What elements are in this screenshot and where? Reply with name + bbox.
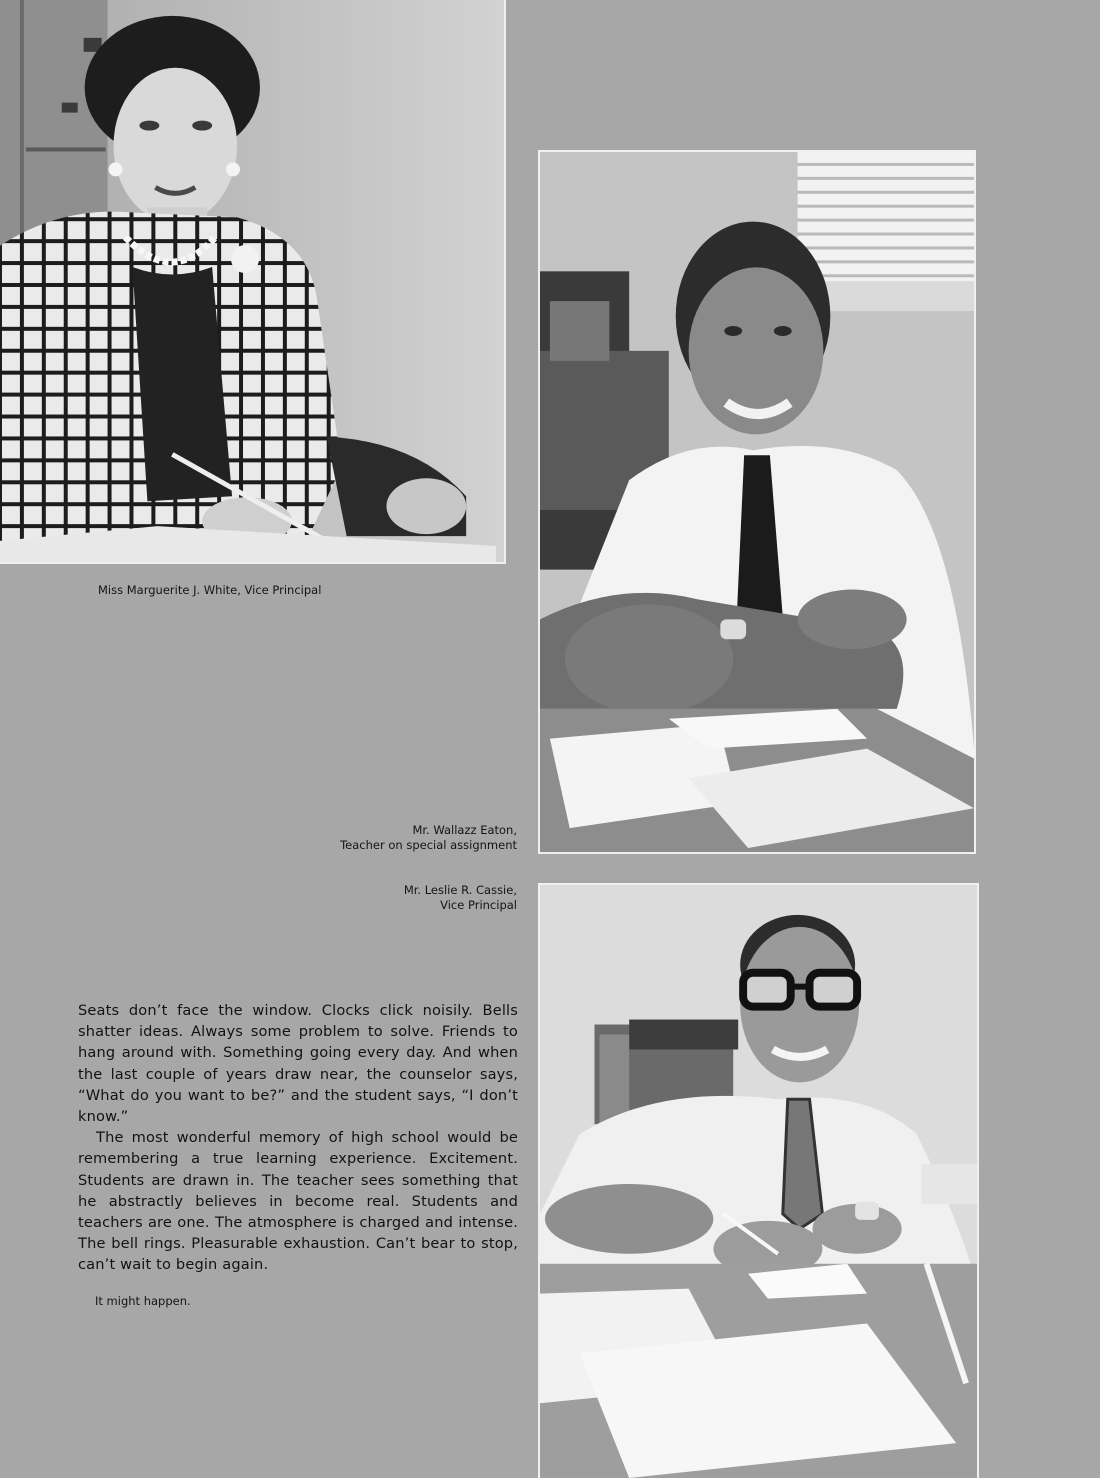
- caption-eaton-name: Mr. Wallazz Eaton,: [412, 823, 517, 837]
- man-glasses-writing-icon: [540, 885, 977, 1478]
- caption-eaton-title: Teacher on special assignment: [340, 838, 517, 852]
- photo-leslie-cassie: [538, 883, 979, 1478]
- caption-cassie-title: Vice Principal: [440, 898, 517, 912]
- photo-wallazz-eaton: [538, 150, 976, 854]
- caption-wallazz-eaton: [340, 823, 517, 853]
- caption-cassie-name: Mr. Leslie R. Cassie,: [403, 883, 517, 897]
- body-paragraph-2: The most wonderful memory of high school would be remembering a true learning experience. Excitement. Students are drawn in. The teacher sees something that he abstractly believes in become real. Students and teachers are one. The atmosphere is charged and intense. The bell rings. Pleasurable exhaustion. Can’t bear to stop, can’t wait to begin again.: [78, 1129, 518, 1274]
- caption-leslie-cassie: [404, 883, 517, 913]
- body-text: [78, 1000, 518, 1276]
- woman-checked-jacket-icon: [0, 0, 504, 562]
- photo-marguerite-white: [0, 0, 506, 564]
- body-paragraph-1: Seats don’t face the window. Clocks click noisily. Bells shatter ideas. Always some problem to solve. Friends to hang around with. Something going every day. And when the last couple of years draw near, the counselor says, “What do you want to be?” and the student says, “I don’t know.”: [78, 1002, 518, 1126]
- caption-marguerite-white: Miss Marguerite J. White, Vice Principal: [98, 583, 322, 597]
- sign-off-text: It might happen.: [95, 1294, 191, 1308]
- man-white-shirt-tie-icon: [540, 152, 974, 852]
